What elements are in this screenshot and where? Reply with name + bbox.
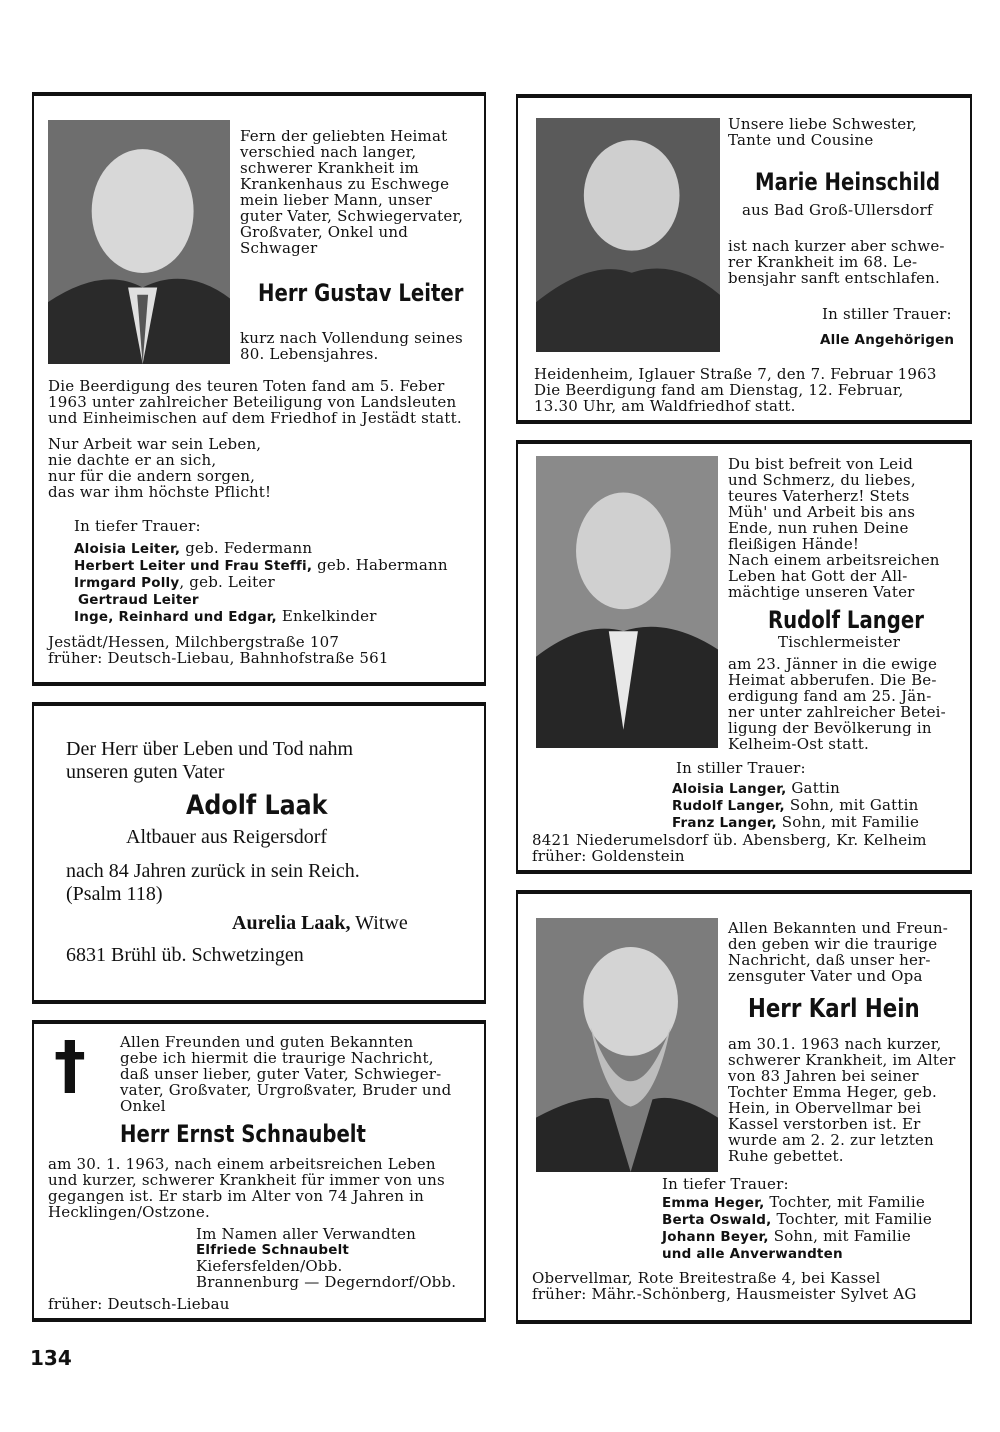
mourner: Emma Heger, Tochter, mit Familie (662, 1193, 925, 1211)
leiter-after: kurz nach Vollendung seines 80. Lebensjahres. (240, 329, 463, 363)
mourner: Berta Oswald, Tochter, mit Familie (662, 1210, 932, 1228)
heinschild-intro: Unsere liebe Schwester, Tante und Cousine (728, 115, 917, 149)
langer-name: Rudolf Langer (768, 606, 924, 634)
laak-address: 6831 Brühl üb. Schwetzingen (66, 944, 304, 966)
schnaubelt-intro: Allen Freunden und guten Bekannten gebe ich hiermit die traurige Nachricht, daß unser lieber, guter Vater, Schwieger- vater, Großvater, Urgroßvater, Bruder und Onkel (120, 1033, 452, 1115)
langer-intro: Du bist befreit von Leid und Schmerz, du liebes, teures Vaterherz! Stets Müh' und Arbeit bis ans Ende, nun ruhen Deine fleißigen Hände! Nach einem arbeitsreichen Leben hat Gott der All- mächtige unseren Vater (728, 455, 940, 601)
langer-address: 8421 Niederumelsdorf üb. Abensberg, Kr. Kelheim früher: Goldenstein (532, 831, 927, 865)
leiter-intro: Fern der geliebten Heimat verschied nach langer, schwerer Krankheit im Krankenhaus zu Eschwege mein lieber Mann, unser guter Vater, Schwiegervater, Großvater, Onkel und Schwager (240, 127, 464, 257)
mourner: Franz Langer, Sohn, mit Familie (672, 813, 920, 831)
mourner: Gertraud Leiter (78, 592, 199, 608)
hein-address: Obervellmar, Rote Breitestraße 4, bei Kassel früher: Mähr.-Schönberg, Hausmeister Sylvet AG (532, 1269, 917, 1303)
hein-name: Herr Karl Hein (748, 994, 920, 1024)
cross-icon: † (54, 1029, 86, 1103)
portrait-marie-heinschild (536, 118, 720, 352)
leiter-mourning-label: In tiefer Trauer: (74, 517, 201, 535)
laak-signer: Aurelia Laak, Witwe (232, 912, 408, 934)
leiter-mourners (74, 540, 484, 625)
mourner: und alle Anverwandten (662, 1246, 843, 1262)
laak-name: Adolf Laak (186, 790, 328, 821)
laak-intro: Der Herr über Leben und Tod nahm unseren guten Vater (66, 738, 354, 783)
portrait-karl-hein (536, 918, 718, 1172)
mourner: Irmgard Polly, geb. Leiter (74, 573, 275, 591)
mourner: Aloisia Leiter, geb. Federmann (74, 539, 313, 557)
leiter-name: Herr Gustav Leiter (258, 279, 464, 307)
heinschild-mourners: Alle Angehörigen (820, 332, 955, 348)
langer-after: am 23. Jänner in die ewige Heimat abberufen. Die Be- erdigung fand am 25. Jän- ner unter zahlreicher Betei- ligung der Bevölkerung in Kelheim-Ost statt. (728, 655, 946, 753)
mourner: Rudolf Langer, Sohn, mit Gattin (672, 796, 919, 814)
schnaubelt-after: am 30. 1. 1963, nach einem arbeitsreichen Leben und kurzer, schwerer Krankheit für immer von uns gegangen ist. Er starb im Alter von 74 Jahren in Hecklingen/Ostzone. (48, 1155, 445, 1221)
laak-profession: Altbauer aus Reigersdorf (126, 826, 328, 848)
langer-profession: Tischlermeister (778, 633, 901, 651)
schnaubelt-signature: Im Namen aller Verwandten Elfriede Schnaubelt Kiefersfelden/Obb. Brannenburg — Degerndorf/Obb. (196, 1225, 457, 1291)
heinschild-name: Marie Heinschild (755, 168, 941, 196)
langer-mourners (672, 780, 962, 831)
leiter-address: Jestädt/Hessen, Milchbergstraße 107 früher: Deutsch-Liebau, Bahnhofstraße 561 (48, 633, 389, 667)
portrait-rudolf-langer (536, 456, 718, 748)
mourner: Inge, Reinhard und Edgar, Enkelkinder (74, 607, 377, 625)
hein-intro: Allen Bekannten und Freun- den geben wir die traurige Nachricht, daß unser her- zensguter Vater und Opa (728, 919, 949, 985)
heinschild-mourning-label: In stiller Trauer: (822, 305, 952, 323)
heinschild-origin: aus Bad Groß-Ullersdorf (742, 201, 933, 219)
hein-after: am 30.1. 1963 nach kurzer, schwerer Krankheit, im Alter von 83 Jahren bei seiner Tochter Emma Heger, geb. Hein, in Obervellmar bei Kassel verstorben ist. Er wurde am 2. 2. zur letzten Ruhe gebettet. (728, 1035, 956, 1165)
hein-mourning-label: In tiefer Trauer: (662, 1175, 789, 1193)
heinschild-after: ist nach kurzer aber schwe- rer Krankheit im 68. Le- bensjahr sanft entschlafen. (728, 237, 945, 287)
leiter-poem: Nur Arbeit war sein Leben, nie dachte er an sich, nur für die andern sorgen, das war ihm höchste Pflicht! (48, 435, 272, 501)
mourner: Johann Beyer, Sohn, mit Familie (662, 1227, 911, 1245)
langer-mourning-label: In stiller Trauer: (676, 759, 806, 777)
portrait-gustav-leiter (48, 120, 230, 364)
mourner: Aloisia Langer, Gattin (672, 779, 841, 797)
laak-after: nach 84 Jahren zurück in sein Reich. (Psalm 118) (66, 860, 360, 905)
schnaubelt-name: Herr Ernst Schnaubelt (120, 1120, 366, 1148)
heinschild-footer: Heidenheim, Iglauer Straße 7, den 7. Februar 1963 Die Beerdigung fand am Dienstag, 12. Februar, 13.30 Uhr, am Waldfriedhof statt. (534, 365, 937, 415)
leiter-funeral: Die Beerdigung des teuren Toten fand am 5. Feber 1963 unter zahlreicher Beteiligung von Landsleuten und Einheimischen auf dem Friedhof in Jestädt statt. (48, 377, 462, 427)
schnaubelt-former: früher: Deutsch-Liebau (48, 1295, 230, 1313)
page-number: 134 (30, 1346, 72, 1370)
mourner: Herbert Leiter und Frau Steffi, geb. Habermann (74, 556, 448, 574)
hein-mourners (662, 1194, 962, 1262)
